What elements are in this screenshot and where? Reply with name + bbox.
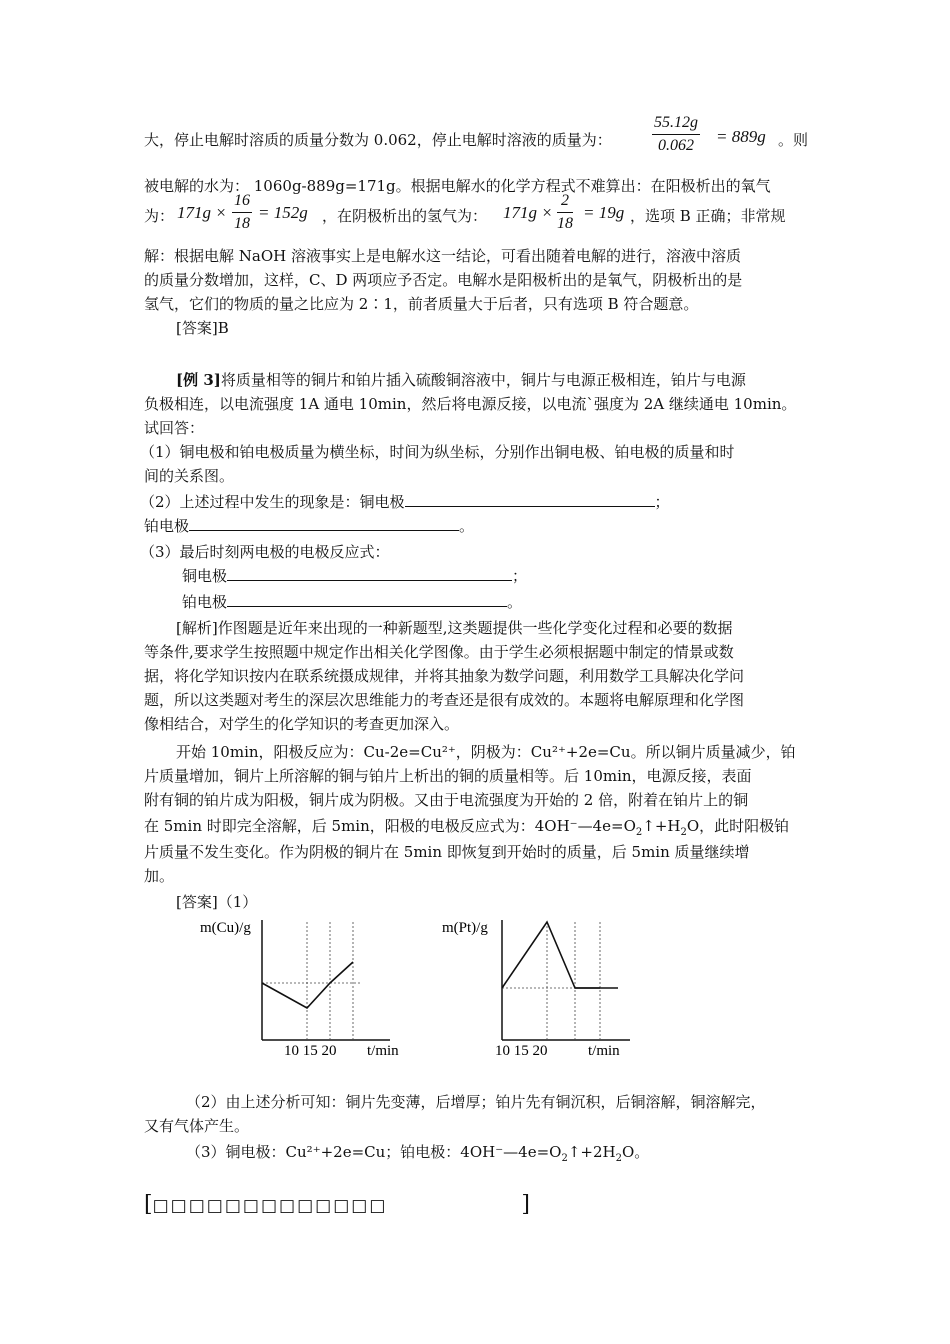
text-segment: ↑+2H (567, 1143, 616, 1161)
text-line: 像相结合，对学生的化学知识的考查更加深入。 (144, 715, 460, 733)
series-line (502, 922, 600, 988)
answer-3 (186, 1142, 649, 1169)
text-line: 为： (144, 207, 175, 225)
question-2 (140, 492, 670, 512)
subscript: 2 (635, 827, 643, 838)
text-line (144, 516, 474, 536)
text-line: 氢气，它们的物质的量之比应为 2∶1，前者质量大于后者，只有选项 B 符合题意。 (144, 295, 699, 313)
text-segment: O。 (621, 1143, 650, 1161)
text-line: 等条件,要求学生按照题中规定作出相关化学图像。由于学生必须根据题中制定的情景或数 (144, 643, 734, 661)
answer-blank[interactable] (227, 566, 512, 581)
text-line (182, 566, 527, 586)
subscript: 2 (561, 1153, 568, 1164)
text-line: 附有铜的铂片成为阳极，铜片成为阴极。又由于电流强度为开始的 2 倍，附着在铂片上的铜 (144, 791, 749, 809)
text-line: 解：根据电解 NaOH 溶液事实上是电解水这一结论，可看出随着电解的进行，溶液中溶质 (144, 247, 741, 265)
fraction (232, 190, 252, 235)
cu-chart-ticklabels: 10 15 20 (284, 1043, 337, 1059)
q2-copper-label: （2）上述过程中发生的现象是：铜电极 (140, 493, 405, 511)
text-line (176, 370, 746, 390)
fraction-denominator: 18 (234, 215, 250, 232)
text-line: 开始 10min，阳极反应为：Cu-2e=Cu²⁺，阴极为：Cu²⁺+2e=Cu。所以铜片质量减少，铂 (176, 743, 796, 761)
analysis-tag: [解析] (176, 619, 218, 637)
text-line: 间的关系图。 (144, 467, 235, 485)
bracket-placeholder (144, 1192, 530, 1217)
cu-chart (262, 920, 390, 1040)
text-line: 试回答： (144, 419, 205, 437)
math-expr: 171g × (177, 203, 227, 222)
example-text: 将质量相等的铜片和铂片插入硫酸铜溶液中，铜片与电源正极相连，铂片与电源 (220, 371, 746, 389)
text-line: 题，所以这类题对考生的深层次思维能力的考查还是很有成效的。本题将电解原理和化学图 (144, 691, 745, 709)
answer-blank[interactable] (405, 492, 655, 507)
bracket-text: □□□□□□□□□□□□□ (152, 1196, 388, 1216)
text-line: 片质量增加，铜片上所溶解的铜与铂片上析出的铜的质量相等。后 10min，电源反接，表面 (144, 767, 752, 785)
math-expr: 171g × (503, 203, 553, 222)
subscript: 2 (680, 827, 687, 838)
math-expr: = 152g (258, 203, 308, 222)
text-line: ，在阴极析出的氢气为： (322, 207, 488, 225)
text-line: 被电解的水为： 1060g-889g=171g。根据电解水的化学方程式不难算出：在阳极析出的氧气 (144, 177, 771, 195)
q3-end: ； (512, 567, 528, 585)
math-expr: = 19g (583, 203, 625, 222)
text-line: 的质量分数增加，这样，C、D 两项应予否定。电解水是阳极析出的是氧气，阴极析出的是 (144, 271, 743, 289)
cu-chart-ylabel: m(Cu)/g (200, 920, 251, 936)
answer-label: [答案]（1） (176, 893, 258, 911)
text-line: 大，停止电解时溶质的质量分数为 0.062，停止电解时溶液的质量为： (144, 131, 612, 149)
q3-copper-label: 铜电极 (182, 567, 228, 585)
fraction (557, 190, 573, 235)
text-segment: ↑+H (642, 817, 681, 835)
q2-platinum-label: 铂电极 (144, 517, 190, 535)
answer-blank[interactable] (227, 592, 507, 607)
q2-end: ； (654, 493, 670, 511)
text-segment: 在 5min 时即完全溶解，后 5min，阳极的电极反应式为：4OH⁻—4e=O (144, 817, 636, 835)
pt-chart (502, 920, 630, 1040)
fraction-denominator: 0.062 (658, 137, 694, 154)
bracket-open: [ (144, 1192, 153, 1217)
text-line (176, 618, 733, 638)
text-segment: （3）铜电极：Cu²⁺+2e=Cu；铂电极：4OH⁻—4e=O (186, 1143, 562, 1161)
q2-end: 。 (459, 517, 475, 535)
fraction-numerator: 55.12g (652, 112, 700, 135)
pt-chart-xlabel: t/min (588, 1043, 620, 1059)
text-line (144, 816, 789, 843)
math-equals: = 889g (716, 127, 766, 146)
fraction-denominator: 18 (557, 215, 573, 232)
q3-platinum-label: 铂电极 (182, 593, 228, 611)
question-1: （1）铜电极和铂电极质量为横坐标，时间为纵坐标，分别作出铜电极、铂电极的质量和时 (140, 443, 735, 461)
answer-charts (190, 910, 710, 1070)
bracket-close: ] (521, 1192, 530, 1217)
analysis-text: 作图题是近年来出现的一种新题型,这类题提供一些化学变化过程和必要的数据 (217, 619, 733, 637)
series-line (262, 962, 353, 1008)
pt-chart-ylabel: m(Pt)/g (442, 920, 488, 936)
text-segment: O，此时阳极铂 (686, 817, 790, 835)
q3-end: 。 (507, 593, 523, 611)
text-line: 据，将化学知识按内在联系统摄成规律，并将其抽象为数学问题，利用数学工具解决化学问 (144, 667, 745, 685)
example-tag: [例 3] (176, 371, 221, 389)
text-line: 又有气体产生。 (144, 1117, 250, 1135)
fraction (652, 112, 700, 157)
text-line: ，选项 B 正确；非常规 (630, 207, 786, 225)
answer-blank[interactable] (189, 516, 459, 531)
text-line (182, 592, 522, 612)
fraction-numerator: 2 (557, 190, 573, 213)
cu-chart-xlabel: t/min (367, 1043, 399, 1059)
text-line: 片质量不发生变化。作为阴极的铜片在 5min 即恢复到开始时的质量，后 5min 质量继续增 (144, 843, 750, 861)
fraction-numerator: 16 (232, 190, 252, 213)
subscript: 2 (615, 1153, 622, 1164)
question-3: （3）最后时刻两电极的电极反应式： (140, 543, 390, 561)
answer-label: [答案]B (176, 319, 229, 337)
answer-2: （2）由上述分析可知：铜片先变薄，后增厚；铂片先有铜沉积，后铜溶解，铜溶解完， (186, 1093, 766, 1111)
text-line: 。则 (778, 131, 809, 149)
pt-chart-ticklabels: 10 15 20 (495, 1043, 548, 1059)
text-line: 加。 (144, 867, 175, 885)
text-line: 负极相连，以电流强度 1A 通电 10min，然后将电源反接，以电流`强度为 2A 继续通电 10min。 (144, 395, 797, 413)
